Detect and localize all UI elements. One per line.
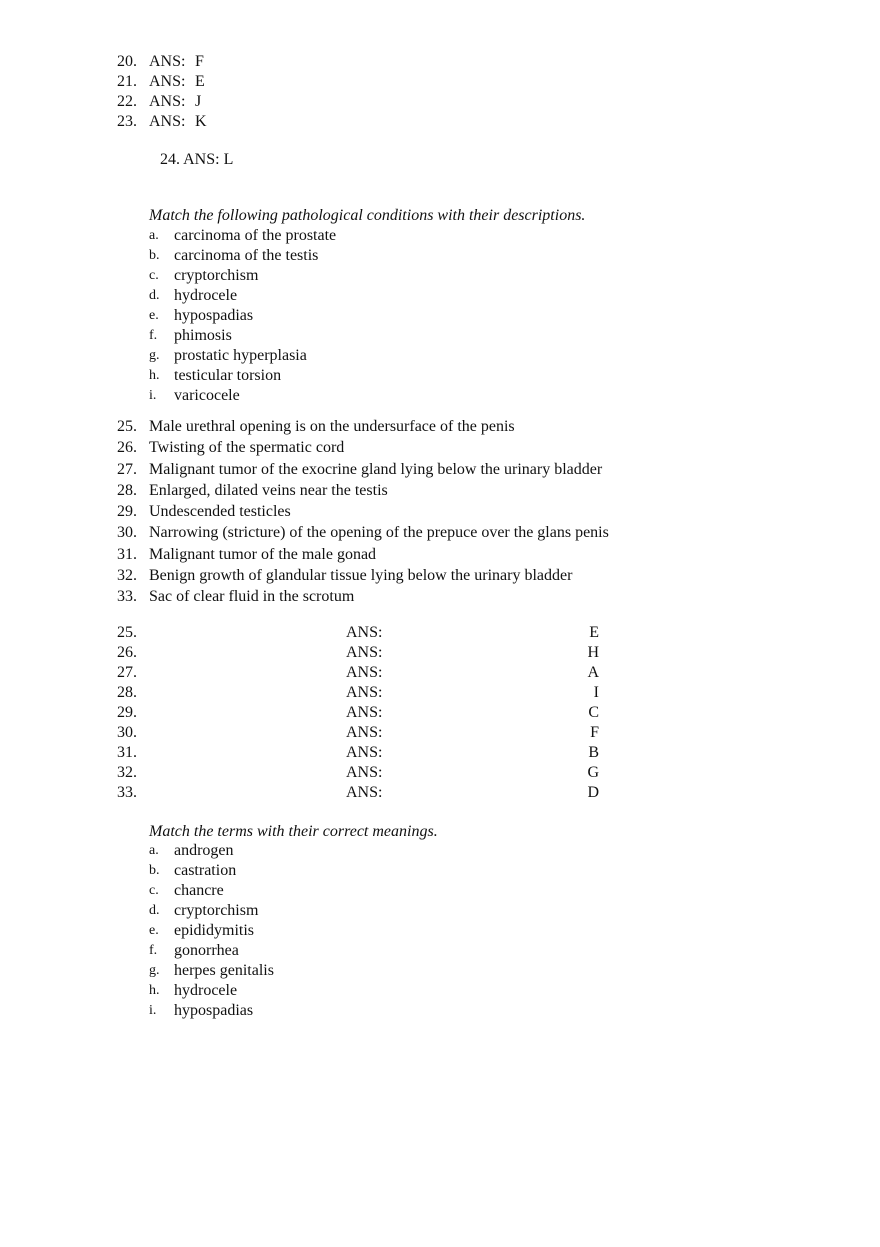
option-text: carcinoma of the prostate xyxy=(174,227,337,244)
answer-letter: E xyxy=(589,624,599,641)
answer-row xyxy=(117,643,599,663)
answer-letter: D xyxy=(587,784,599,801)
question-number: 27. xyxy=(117,664,137,681)
option-text: hydrocele xyxy=(174,982,238,999)
section1-questions xyxy=(117,416,717,608)
option-letter: e. xyxy=(149,923,159,938)
option-text: castration xyxy=(174,862,237,879)
option-item xyxy=(149,1001,549,1021)
option-text: hydrocele xyxy=(174,287,238,304)
option-item xyxy=(149,326,549,346)
question-item xyxy=(117,416,717,437)
option-letter: g. xyxy=(149,348,160,363)
option-text: prostatic hyperplasia xyxy=(174,347,307,364)
answer-letter: F xyxy=(590,724,599,741)
ans-label: ANS: xyxy=(149,93,186,110)
option-letter: a. xyxy=(149,228,159,243)
ans-label: ANS: xyxy=(346,644,383,661)
answer-row xyxy=(117,783,599,803)
answer-24: 24. ANS: L xyxy=(160,151,234,168)
question-text: Male urethral opening is on the undersurface of the penis xyxy=(149,418,515,435)
option-text: hypospadias xyxy=(174,1002,254,1019)
option-letter: c. xyxy=(149,883,159,898)
question-number: 28. xyxy=(117,481,137,499)
ans-label: ANS: xyxy=(346,764,383,781)
option-text: cryptorchism xyxy=(174,267,259,284)
section1-answer-table xyxy=(117,623,599,803)
option-text: herpes genitalis xyxy=(174,962,274,979)
question-text: Sac of clear fluid in the scrotum xyxy=(149,588,355,606)
option-text: chancre xyxy=(174,882,224,899)
ans-label: ANS: xyxy=(346,784,383,801)
option-item xyxy=(149,861,549,881)
question-number: 30. xyxy=(117,524,137,542)
option-item xyxy=(149,346,549,366)
answer-letter: K xyxy=(195,113,207,130)
option-item xyxy=(149,901,549,921)
question-number: 32. xyxy=(117,764,137,781)
option-letter: i. xyxy=(149,388,157,403)
answer-letter: F xyxy=(195,53,204,70)
question-item xyxy=(117,586,717,607)
answer-row xyxy=(117,723,599,743)
question-number: 22. xyxy=(117,93,137,110)
question-item xyxy=(117,544,717,565)
option-text: testicular torsion xyxy=(174,367,282,384)
answer-row xyxy=(117,683,599,703)
ans-label: ANS: xyxy=(346,724,383,741)
answer-row xyxy=(117,763,599,783)
ans-label: ANS: xyxy=(346,684,383,701)
option-letter: c. xyxy=(149,268,159,283)
ans-label: ANS: xyxy=(346,664,383,681)
question-number: 26. xyxy=(117,439,137,457)
question-number: 33. xyxy=(117,588,137,606)
option-text: cryptorchism xyxy=(174,902,259,919)
question-text: Malignant tumor of the male gonad xyxy=(149,545,377,563)
ans-label: ANS: xyxy=(346,624,383,641)
question-item xyxy=(117,459,717,480)
question-number: 25. xyxy=(117,624,137,641)
option-text: carcinoma of the testis xyxy=(174,247,319,264)
answer-letter: H xyxy=(587,644,599,661)
option-text: phimosis xyxy=(174,327,232,344)
question-number: 26. xyxy=(117,644,137,661)
section2-heading: Match the terms with their correct meanings. xyxy=(149,823,438,840)
option-text: varicocele xyxy=(174,387,240,404)
section2-options xyxy=(149,841,549,1021)
option-letter: b. xyxy=(149,248,160,263)
question-number: 23. xyxy=(117,113,137,130)
question-number: 21. xyxy=(117,73,137,90)
question-text: Twisting of the spermatic cord xyxy=(149,439,345,457)
option-item xyxy=(149,941,549,961)
question-item xyxy=(117,437,717,458)
option-letter: i. xyxy=(149,1003,157,1018)
option-letter: e. xyxy=(149,308,159,323)
option-item xyxy=(149,981,549,1001)
answer-letter: A xyxy=(587,664,599,681)
option-text: hypospadias xyxy=(174,307,254,324)
option-letter: f. xyxy=(149,328,158,343)
option-item xyxy=(149,921,549,941)
option-item xyxy=(149,246,549,266)
option-text: gonorrhea xyxy=(174,942,239,959)
question-item xyxy=(117,501,717,522)
option-letter: h. xyxy=(149,983,160,998)
section1-options xyxy=(149,226,549,406)
option-item xyxy=(149,306,549,326)
answer-letter: I xyxy=(593,684,599,701)
answer-row xyxy=(117,663,599,683)
option-item xyxy=(149,366,549,386)
question-item xyxy=(117,565,717,586)
option-item xyxy=(149,881,549,901)
option-letter: b. xyxy=(149,863,160,878)
answer-letter: G xyxy=(587,764,599,781)
question-text: Narrowing (stricture) of the opening of the prepuce over the glans penis xyxy=(149,524,609,542)
option-item xyxy=(149,266,549,286)
question-text: Enlarged, dilated veins near the testis xyxy=(149,481,388,499)
question-number: 29. xyxy=(117,704,137,721)
option-item xyxy=(149,226,549,246)
question-number: 31. xyxy=(117,744,137,761)
question-number: 25. xyxy=(117,418,137,435)
answer-row xyxy=(117,703,599,723)
answer-letter: B xyxy=(588,744,599,761)
answer-row xyxy=(117,623,599,643)
option-letter: d. xyxy=(149,903,160,918)
ans-label: ANS: xyxy=(149,53,186,70)
option-letter: d. xyxy=(149,288,160,303)
option-letter: a. xyxy=(149,843,159,858)
question-number: 32. xyxy=(117,567,137,585)
ans-label: ANS: xyxy=(149,73,186,90)
option-item xyxy=(149,961,549,981)
question-number: 30. xyxy=(117,724,137,741)
option-item xyxy=(149,841,549,861)
answer-letter: J xyxy=(195,93,202,110)
question-number: 33. xyxy=(117,784,137,801)
question-item xyxy=(117,480,717,501)
option-text: epididymitis xyxy=(174,922,254,939)
question-text: Benign growth of glandular tissue lying below the urinary bladder xyxy=(149,567,573,585)
question-number: 20. xyxy=(117,53,137,70)
question-item xyxy=(117,522,717,543)
answer-letter: C xyxy=(588,704,599,721)
answer-row xyxy=(117,743,599,763)
question-text: Undescended testicles xyxy=(149,503,291,521)
option-letter: g. xyxy=(149,963,160,978)
question-number: 28. xyxy=(117,684,137,701)
option-letter: h. xyxy=(149,368,160,383)
ans-label: ANS: xyxy=(346,704,383,721)
ans-label: ANS: xyxy=(346,744,383,761)
question-number: 29. xyxy=(117,503,137,521)
question-number: 27. xyxy=(117,460,137,478)
option-item xyxy=(149,286,549,306)
option-text: androgen xyxy=(174,842,234,859)
option-item xyxy=(149,386,549,406)
question-number: 31. xyxy=(117,545,137,563)
section1-heading: Match the following pathological conditions with their descriptions. xyxy=(149,207,586,224)
ans-label: ANS: xyxy=(149,113,186,130)
answer-letter: E xyxy=(195,73,205,90)
option-letter: f. xyxy=(149,943,158,958)
question-text: Malignant tumor of the exocrine gland lying below the urinary bladder xyxy=(149,460,603,478)
